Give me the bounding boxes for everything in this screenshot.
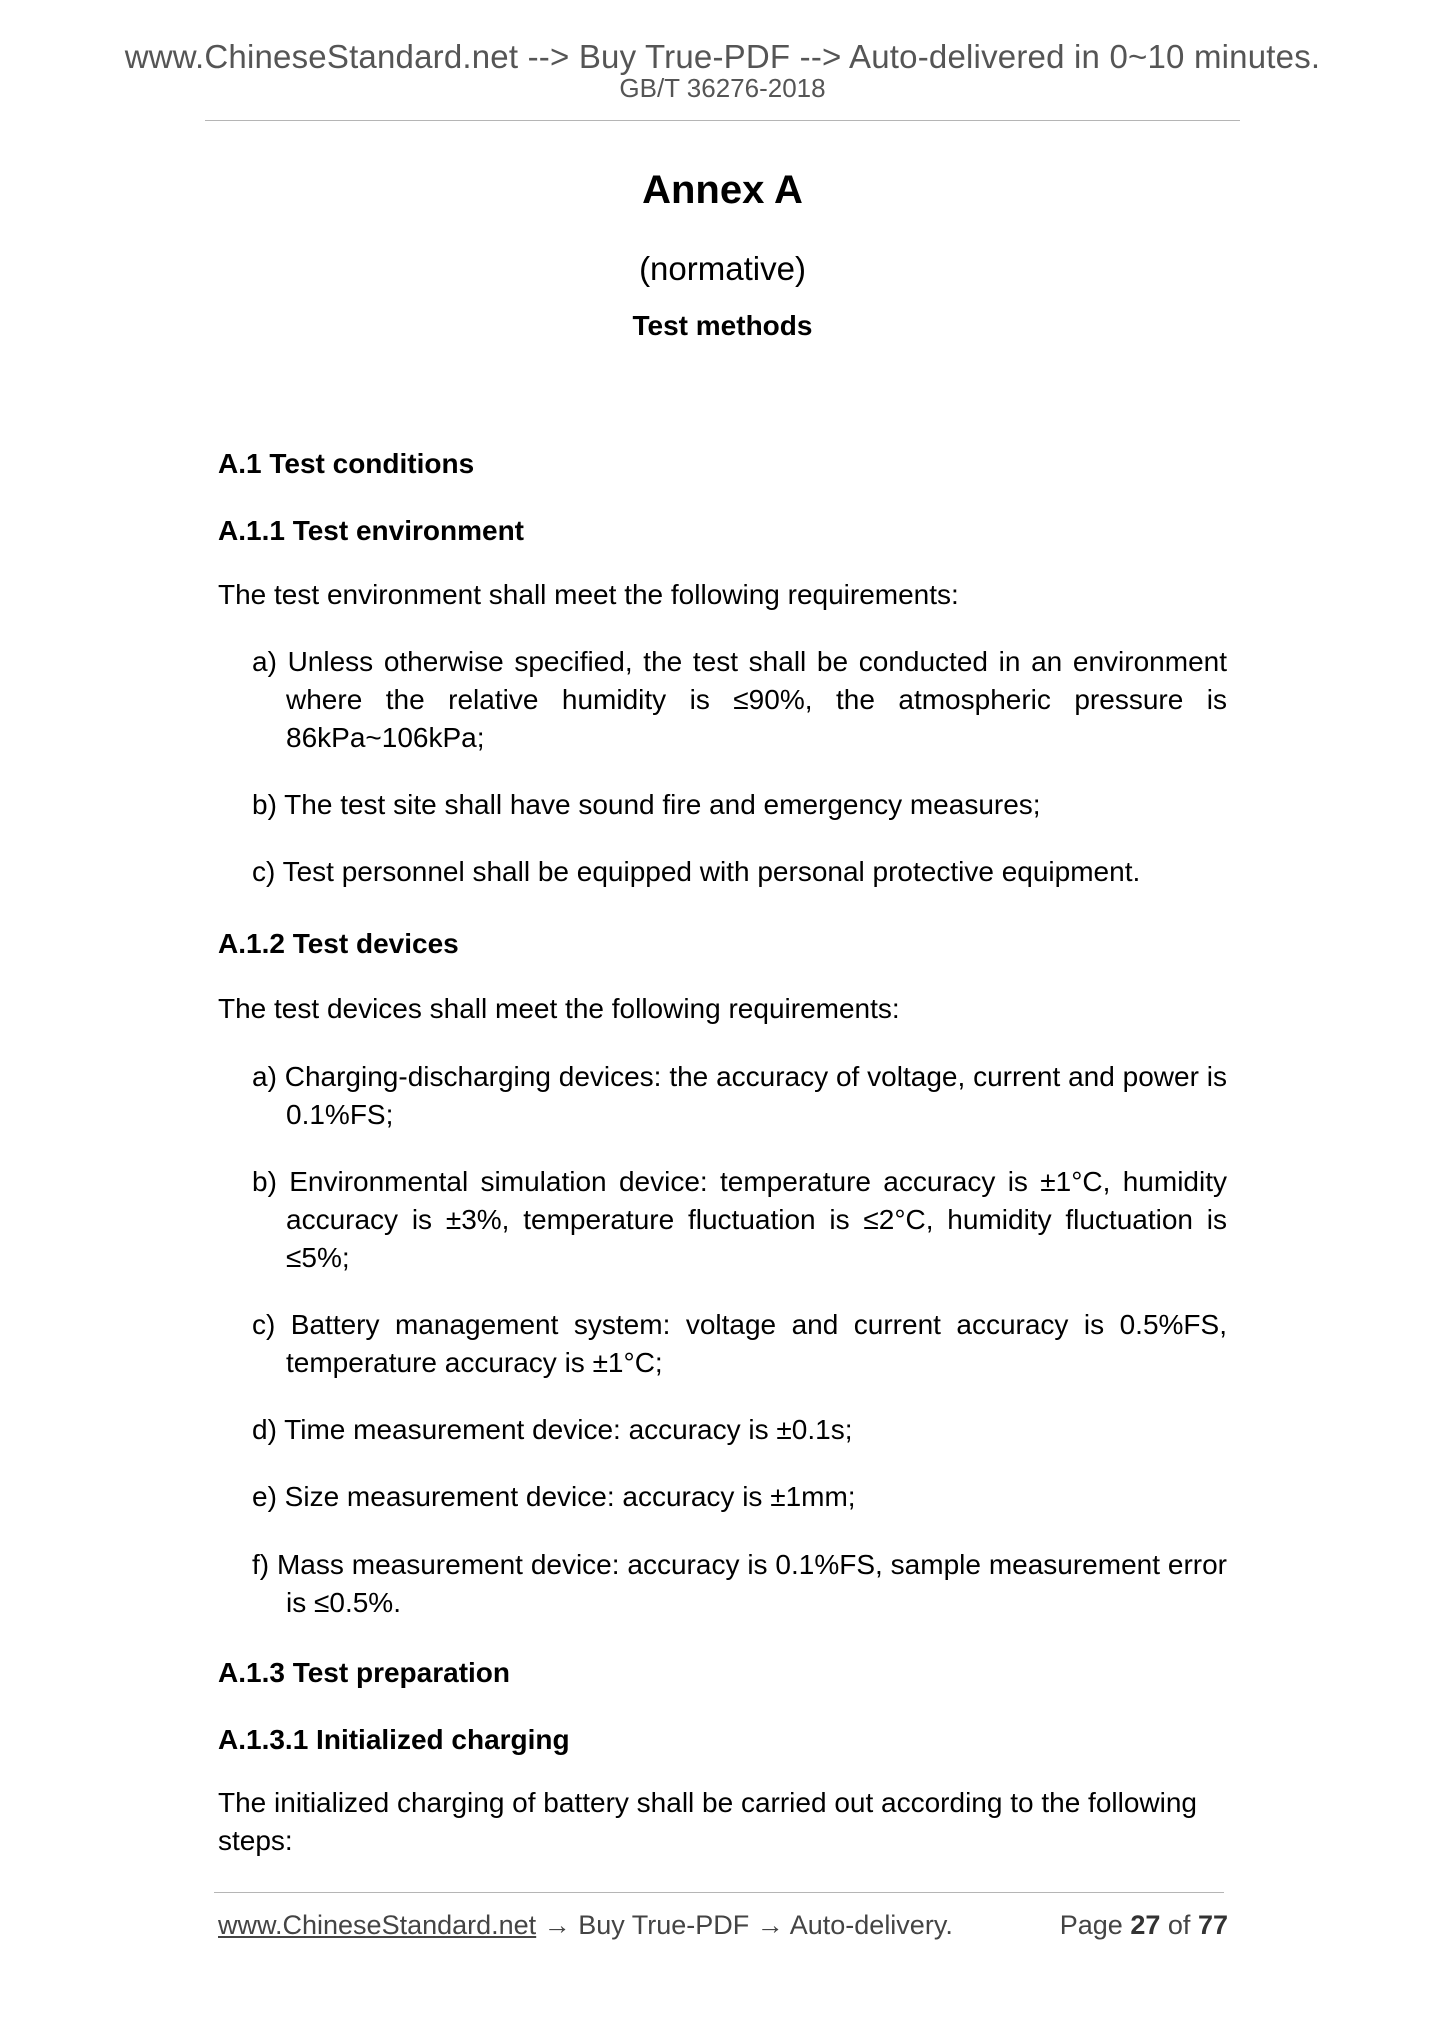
list-item: b) Environmental simulation device: temperature accuracy is ±1°C, humidity accuracy is ±3%, temperature fluctuation is ≤2°C, humidity fluctuation is ≤5%; (252, 1166, 1227, 1273)
list-item: c) Test personnel shall be equipped with personal protective equipment. (252, 856, 1141, 887)
list-item: f) Mass measurement device: accuracy is 0.1%FS, sample measurement error is ≤0.5%. (252, 1549, 1227, 1618)
paragraph: The initialized charging of battery shall be carried out according to the following steps: (218, 1787, 1198, 1856)
list-item: e) Size measurement device: accuracy is ±1mm; (252, 1481, 856, 1512)
list-item: a) Unless otherwise specified, the test shall be conducted in an environment where the relative humidity is ≤90%, the atmospheric pressure is 86kPa~106kPa; (252, 646, 1227, 753)
paragraph: The test environment shall meet the following requirements: (218, 579, 959, 610)
page-number: 27 (1130, 1910, 1161, 1940)
list-item: d) Time measurement device: accuracy is ±0.1s; (252, 1414, 853, 1445)
annex-type: (normative) (639, 250, 806, 287)
subsection-heading: A.1.2 Test devices (218, 928, 459, 959)
annex-subtitle: Test methods (632, 310, 813, 341)
of-label: of (1167, 1910, 1191, 1940)
subsection-heading: A.1.1 Test environment (218, 515, 525, 546)
paragraph: The test devices shall meet the following requirements: (218, 993, 900, 1024)
annex-title: Annex A (642, 168, 803, 212)
section-heading: A.1 Test conditions (218, 448, 475, 479)
subsection-heading: A.1.3.1 Initialized charging (218, 1724, 570, 1755)
footer-link[interactable]: www.ChineseStandard.net (218, 1910, 537, 1940)
list-item: a) Charging-discharging devices: the accuracy of voltage, current and power is 0.1%FS; (252, 1061, 1227, 1130)
header-divider (205, 120, 1240, 121)
site-banner[interactable]: www.ChineseStandard.net --> Buy True-PDF --> Auto-delivered in 0~10 minutes. (124, 38, 1321, 75)
list-item: c) Battery management system: voltage and current accuracy is 0.5%FS, temperature accuracy is ±1°C; (252, 1309, 1227, 1378)
page-indicator (1060, 1910, 1228, 1941)
page-label: Page (1059, 1910, 1123, 1940)
footer-divider (214, 1892, 1224, 1893)
total-pages: 77 (1197, 1910, 1228, 1940)
list-item: b) The test site shall have sound fire and emergency measures; (252, 789, 1041, 820)
footer (218, 1910, 1228, 1941)
footer-text: → Buy True-PDF → Auto-delivery. (536, 1910, 953, 1940)
standard-code: GB/T 36276-2018 (619, 73, 826, 103)
subsection-heading: A.1.3 Test preparation (218, 1657, 511, 1688)
